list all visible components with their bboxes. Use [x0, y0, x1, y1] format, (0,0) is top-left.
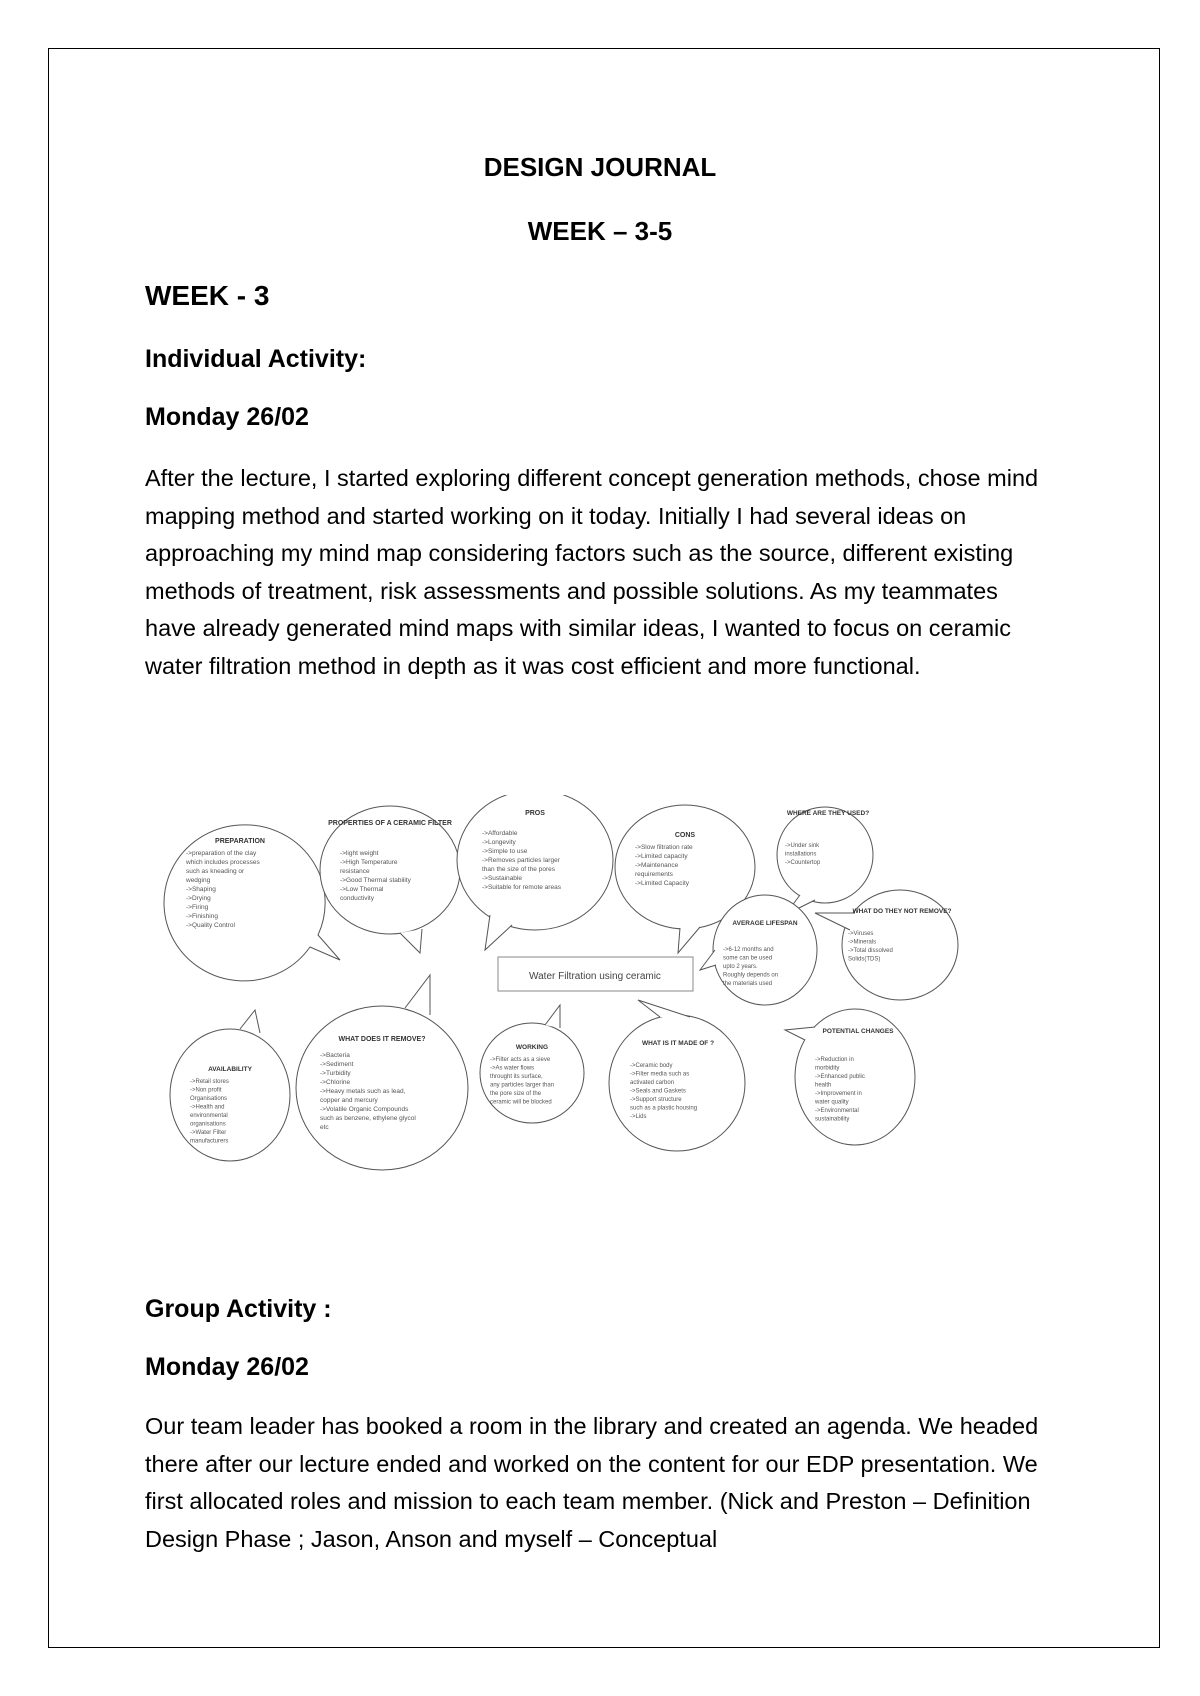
bubble-line: ->Sediment: [320, 1061, 354, 1068]
bubble-line: ->High Temperature: [340, 859, 398, 866]
group-activity-paragraph: Our team leader has booked a room in the library and created an agenda. We headed there after our lecture ended and worked on the content for our EDP presentation. We first allocated roles and mission to each team member. (Nick and Preston – Definition Design Phase ; Jason, Anson and myself – Conceptual: [145, 1413, 1039, 1552]
group-activity-date: Monday 26/02: [145, 1353, 309, 1381]
bubble-title: AVAILABILITY: [208, 1066, 252, 1073]
bubble-line: the pore size of the: [490, 1091, 542, 1097]
bubble-line: requirements: [635, 871, 673, 878]
bubble-line: Solids(TDS): [848, 956, 881, 963]
bubble-line: ->Firing: [186, 904, 209, 911]
bubble-line: ->preparation of the clay: [186, 850, 257, 857]
bubble-line: such as benzene, ethylene glycol: [320, 1115, 416, 1122]
bubble-line: ->Improvement in: [815, 1091, 862, 1097]
bubble-line: ->Filter acts as a sieve: [490, 1057, 551, 1063]
bubble-line: ->Lids: [630, 1114, 647, 1120]
bubble-line: ->Bacteria: [320, 1052, 350, 1059]
bubble-line: wedging: [186, 877, 211, 884]
bubble-line: ->Turbidity: [320, 1070, 351, 1077]
individual-activity-date: Monday 26/02: [145, 403, 309, 431]
bubble-line: ->Maintenance: [635, 862, 679, 869]
bubble-line: ceramic will be blocked: [490, 1099, 552, 1106]
bubble-title: CONS: [674, 832, 696, 839]
bubble-line: ->Support structure: [630, 1097, 682, 1103]
bubble-line: copper and mercury: [320, 1097, 378, 1104]
bubble-line: ->Water Filter: [190, 1130, 227, 1136]
bubble-made-of: [609, 1000, 745, 1151]
bubble-line: organisations: [190, 1121, 226, 1128]
bubble-line: any particles larger than: [490, 1082, 555, 1089]
bubble-line: ->Shaping: [186, 886, 216, 893]
group-activity-heading: Group Activity :: [145, 1295, 332, 1323]
bubble-line: ->Simple to use: [482, 848, 528, 855]
individual-activity-heading: Individual Activity:: [145, 345, 367, 373]
bubble-line: manufacturers: [190, 1138, 229, 1145]
bubble-title: PROPERTIES OF A CERAMIC FILTER: [328, 820, 452, 827]
document-subtitle: WEEK – 3-5: [527, 216, 673, 246]
bubble-title: AVERAGE LIFESPAN: [732, 920, 798, 927]
bubble-where-used: [777, 807, 873, 915]
bubble-line: activated carbon: [630, 1080, 675, 1086]
bubble-line: ->Drying: [186, 895, 211, 902]
bubble-line: ->Quality Control: [186, 922, 235, 929]
bubble-line: ->Longevity: [482, 839, 516, 846]
bubble-line: ->As water flows: [490, 1065, 535, 1072]
bubble-working: [480, 1005, 584, 1123]
bubble-line: environmental: [190, 1113, 228, 1119]
bubble-line: ->Environmental: [815, 1108, 859, 1114]
bubble-line: which includes processes: [186, 859, 260, 866]
bubble-title: WHAT DOES IT REMOVE?: [338, 1036, 426, 1043]
bubble-pros: [457, 795, 613, 950]
bubble-line: ->Reduction in: [815, 1057, 854, 1063]
bubble-line: ->Sustainable: [482, 875, 522, 882]
bubble-line: the materials used: [723, 981, 773, 987]
bubble-removes: [296, 975, 468, 1170]
bubble-line: ->Filter media such as: [630, 1071, 690, 1078]
bubble-line: ->Countertop: [785, 860, 821, 866]
bubble-title: PROS: [525, 810, 545, 817]
bubble-not-remove: [815, 890, 958, 1000]
bubble-line: ->Limited Capacity: [635, 880, 690, 887]
bubble-line: ->Chlorine: [320, 1079, 351, 1086]
bubble-title: WHERE ARE THEY USED?: [786, 810, 870, 817]
bubble-title: POTENTIAL CHANGES: [822, 1028, 894, 1035]
bubble-availability: [170, 1010, 290, 1161]
bubble-line: ->6-12 months and: [723, 947, 774, 953]
bubble-line: ->Heavy metals such as lead,: [320, 1088, 406, 1095]
bubble-line: ->Removes particles larger: [482, 857, 560, 864]
bubble-line: throught its surface,: [490, 1074, 543, 1080]
individual-activity-paragraph: After the lecture, I started exploring different concept generation methods, chose mind mapping method and started working on it today. Initially I had several ideas on approaching my mind map considering factors such as the source, different existing methods of treatment, risk assessments and possible solutions. As my teammates have already generated mind maps with similar ideas, I wanted to focus on ceramic water filtration method in depth as it was cost efficient and more functional.: [145, 465, 1039, 679]
bubble-title: WORKING: [515, 1044, 549, 1051]
bubble-line: ->Finishing: [186, 913, 218, 920]
bubble-line: ->Non profit: [190, 1087, 222, 1094]
bubble-line: Organisations: [190, 1096, 228, 1102]
bubble-line: ->Ceramic body: [630, 1063, 673, 1069]
bubble-title: WHAT DO THEY NOT REMOVE?: [852, 908, 952, 915]
bubble-line: sustainability: [815, 1116, 850, 1123]
document-title: DESIGN JOURNAL: [483, 152, 717, 182]
bubble-title: PREPARATION: [215, 838, 265, 845]
bubble-title: WHAT IS IT MADE OF ?: [641, 1040, 715, 1047]
bubble-line: than the size of the pores: [482, 866, 555, 873]
bubble-line: ->Limited capacity: [635, 853, 688, 860]
bubble-line: Roughly depends on: [723, 972, 779, 979]
bubble-line: ->light weight: [340, 850, 379, 857]
bubble-line: conductivity: [340, 895, 374, 902]
bubble-line: ->Health and: [190, 1104, 225, 1111]
mind-map-figure: [160, 795, 1030, 1195]
bubble-line: health: [815, 1082, 832, 1089]
bubble-line: resistance: [340, 868, 370, 875]
bubble-line: ->Affordable: [482, 830, 518, 837]
bubble-line: ->Suitable for remote areas: [482, 884, 561, 891]
bubble-line: ->Good Thermal stability: [340, 877, 411, 884]
bubble-line: morbidity: [815, 1065, 840, 1072]
week-heading: WEEK - 3: [145, 280, 270, 311]
bubble-potential-changes: [785, 1009, 915, 1145]
bubble-line: such as kneading or: [186, 868, 245, 875]
bubble-line: ->Retail stores: [190, 1079, 229, 1085]
mind-map-center-label: Water Filtration using ceramic: [529, 971, 661, 982]
bubble-line: ->Volatile Organic Compounds: [320, 1106, 409, 1113]
bubble-line: ->Slow filtration rate: [635, 844, 693, 851]
bubble-line: ->Total dissolved: [848, 948, 893, 954]
bubble-line: ->Seals and Gaskets: [630, 1088, 686, 1095]
bubble-preparation: [164, 825, 340, 981]
bubble-line: upto 2 years.: [723, 964, 758, 970]
bubble-line: ->Viruses: [848, 931, 874, 937]
bubble-line: such as a plastic housing: [630, 1105, 698, 1112]
bubble-line: ->Enhanced public: [815, 1074, 865, 1080]
bubble-line: installations: [785, 851, 817, 858]
bubble-line: ->Low Thermal: [340, 886, 384, 893]
bubble-line: some can be used: [723, 955, 773, 962]
bubble-line: etc: [320, 1124, 329, 1131]
bubble-line: water quality: [815, 1099, 849, 1106]
bubble-line: ->Minerals: [848, 939, 877, 946]
bubble-properties: [320, 806, 460, 953]
bubble-line: ->Under sink: [785, 843, 820, 849]
